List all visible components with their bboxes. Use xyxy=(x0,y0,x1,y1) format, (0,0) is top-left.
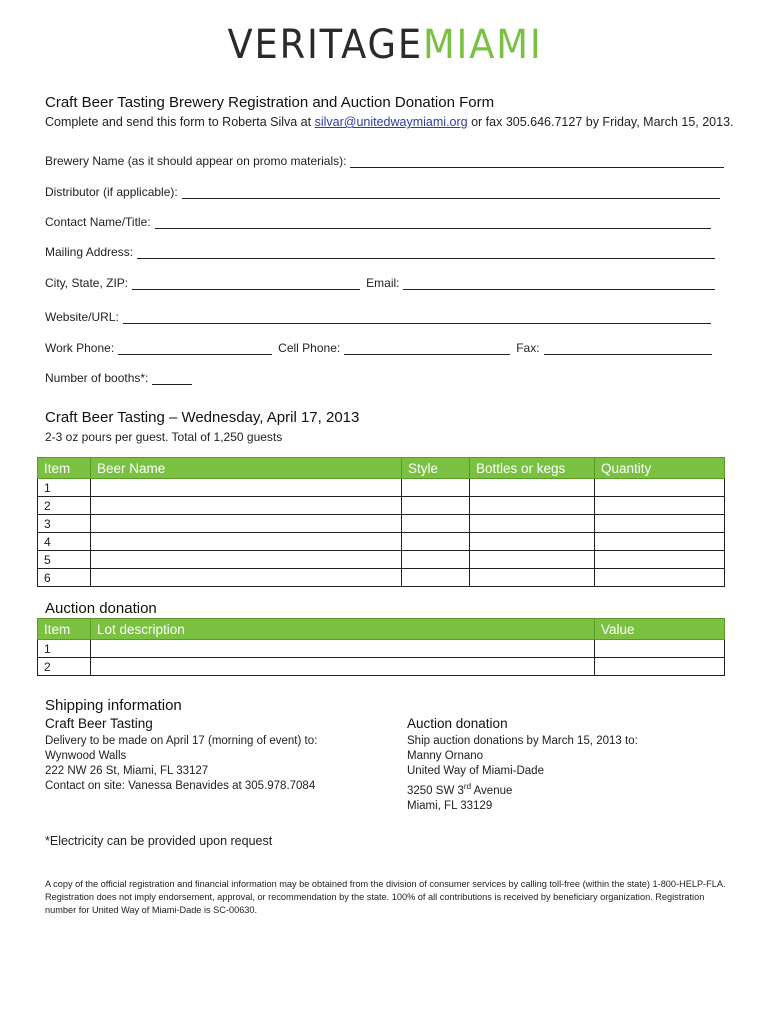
beer-table-header xyxy=(38,458,725,479)
shipping-tasting-block xyxy=(45,716,317,794)
distributor-field[interactable] xyxy=(182,186,720,199)
shipping-auction-line: Ship auction donations by March 15, 2013 to: xyxy=(407,735,638,747)
field-row-distributor xyxy=(45,185,726,199)
row-number: 1 xyxy=(38,479,91,497)
distributor-label: Distributor (if applicable): xyxy=(45,185,178,199)
website-label: Website/URL: xyxy=(45,310,119,324)
table-row xyxy=(38,515,725,533)
shipping-tasting-line: Contact on site: Vanessa Benavides at 305.978.7084 xyxy=(45,780,316,792)
beer-table xyxy=(37,457,725,587)
bottles-cell[interactable] xyxy=(470,533,595,551)
row-number: 6 xyxy=(38,569,91,587)
table-row xyxy=(38,551,725,569)
table-row xyxy=(38,479,725,497)
bottles-cell[interactable] xyxy=(470,569,595,587)
shipping-tasting-line: Delivery to be made on April 17 (morning of event) to: xyxy=(45,735,318,747)
style-cell[interactable] xyxy=(402,533,470,551)
mailing-address-field[interactable] xyxy=(137,246,715,259)
shipping-auction-block xyxy=(407,716,638,814)
shipping-heading: Shipping information xyxy=(45,697,182,714)
intro-text xyxy=(45,115,734,129)
style-cell[interactable] xyxy=(402,479,470,497)
field-row-brewery xyxy=(45,154,730,168)
form-title: Craft Beer Tasting Brewery Registration and Auction Donation Form xyxy=(45,94,495,111)
fine-print: A copy of the official registration and financial information may be obtained from the division of consumer services by calling toll-free (within the state) 1-800-HELP-FLA. Registration does not imply endorsement, approval, or recommendation by the state. 100% of all contributions is received by beneficiary organization. Registration number for United Way of Miami-Dade is SC-00630. xyxy=(45,879,726,915)
beer-name-cell[interactable] xyxy=(91,569,402,587)
row-number: 3 xyxy=(38,515,91,533)
style-cell[interactable] xyxy=(402,515,470,533)
style-cell[interactable] xyxy=(402,551,470,569)
style-cell[interactable] xyxy=(402,569,470,587)
fax-field[interactable] xyxy=(544,342,712,355)
veritage-miami-logo xyxy=(31,22,739,68)
auction-heading: Auction donation xyxy=(45,600,157,617)
value-cell[interactable] xyxy=(595,658,725,676)
address-part: Avenue xyxy=(471,784,513,797)
booths-field[interactable] xyxy=(152,372,192,385)
shipping-auction-line: Miami, FL 33129 xyxy=(407,799,493,812)
row-number: 2 xyxy=(38,658,91,676)
col-beer-name: Beer Name xyxy=(91,458,402,479)
shipping-tasting-line: 222 NW 26 St, Miami, FL 33127 xyxy=(45,765,209,777)
style-cell[interactable] xyxy=(402,497,470,515)
field-row-phones xyxy=(45,341,718,355)
logo-part-miami: MIAMI xyxy=(422,22,543,68)
cell-phone-field[interactable] xyxy=(344,342,510,355)
field-row-mailing xyxy=(45,245,721,259)
shipping-tasting-title: Craft Beer Tasting xyxy=(45,716,153,731)
bottles-cell[interactable] xyxy=(470,479,595,497)
electricity-note: *Electricity can be provided upon request xyxy=(45,834,273,848)
shipping-auction-address xyxy=(407,779,638,799)
col-item: Item xyxy=(38,458,91,479)
bottles-cell[interactable] xyxy=(470,515,595,533)
table-row xyxy=(38,569,725,587)
cell-phone-label: Cell Phone: xyxy=(278,341,341,355)
logo-part-veritage: VERITAGE xyxy=(227,22,423,68)
tasting-subheading: 2-3 oz pours per guest. Total of 1,250 guests xyxy=(45,430,283,444)
bottles-cell[interactable] xyxy=(470,551,595,569)
col-value: Value xyxy=(595,619,725,640)
intro-before: Complete and send this form to Roberta Silva at xyxy=(45,115,315,129)
col-item: Item xyxy=(38,619,91,640)
col-lot-description: Lot description xyxy=(91,619,595,640)
field-row-website xyxy=(45,310,717,324)
email-label: Email: xyxy=(366,276,400,290)
auction-table-header xyxy=(38,619,725,640)
beer-name-cell[interactable] xyxy=(91,533,402,551)
value-cell[interactable] xyxy=(595,640,725,658)
quantity-cell[interactable] xyxy=(595,569,725,587)
email-field[interactable] xyxy=(403,277,715,290)
quantity-cell[interactable] xyxy=(595,551,725,569)
website-field[interactable] xyxy=(123,311,711,324)
shipping-auction-line: United Way of Miami-Dade xyxy=(407,765,544,777)
beer-name-cell[interactable] xyxy=(91,479,402,497)
table-row xyxy=(38,640,725,658)
contact-field[interactable] xyxy=(155,216,711,229)
shipping-tasting-line: Wynwood Walls xyxy=(45,750,127,762)
contact-label: Contact Name/Title: xyxy=(45,215,151,229)
city-state-zip-field[interactable] xyxy=(132,277,360,290)
intro-after: or fax 305.646.7127 by Friday, March 15, 2013. xyxy=(467,115,734,129)
quantity-cell[interactable] xyxy=(595,479,725,497)
field-row-city-email xyxy=(45,276,721,290)
beer-name-cell[interactable] xyxy=(91,497,402,515)
col-bottles-or-kegs: Bottles or kegs xyxy=(470,458,595,479)
beer-name-cell[interactable] xyxy=(91,515,402,533)
quantity-cell[interactable] xyxy=(595,515,725,533)
row-number: 2 xyxy=(38,497,91,515)
booths-label: Number of booths*: xyxy=(45,371,149,385)
brewery-name-label: Brewery Name (as it should appear on promo materials): xyxy=(45,154,347,168)
quantity-cell[interactable] xyxy=(595,497,725,515)
row-number: 1 xyxy=(38,640,91,658)
table-row xyxy=(38,658,725,676)
field-row-contact xyxy=(45,215,717,229)
mailing-address-label: Mailing Address: xyxy=(45,245,134,259)
lot-description-cell[interactable] xyxy=(91,658,595,676)
work-phone-field[interactable] xyxy=(118,342,272,355)
bottles-cell[interactable] xyxy=(470,497,595,515)
address-superscript: rd xyxy=(463,782,472,791)
col-quantity: Quantity xyxy=(595,458,725,479)
lot-description-cell[interactable] xyxy=(91,640,595,658)
shipping-auction-title: Auction donation xyxy=(407,716,508,731)
row-number: 5 xyxy=(38,551,91,569)
email-link[interactable]: silvar@unitedwaymiami.org xyxy=(314,115,468,129)
col-style: Style xyxy=(402,458,470,479)
shipping-auction-line: Manny Ornano xyxy=(407,750,484,762)
beer-name-cell[interactable] xyxy=(91,551,402,569)
address-part: 3250 SW 3 xyxy=(407,784,464,797)
table-row xyxy=(38,497,725,515)
table-row xyxy=(38,533,725,551)
quantity-cell[interactable] xyxy=(595,533,725,551)
auction-table xyxy=(37,618,725,676)
work-phone-label: Work Phone: xyxy=(45,341,115,355)
fax-label: Fax: xyxy=(516,341,540,355)
tasting-heading: Craft Beer Tasting – Wednesday, April 17, 2013 xyxy=(45,409,360,426)
brewery-name-field[interactable] xyxy=(350,155,724,168)
row-number: 4 xyxy=(38,533,91,551)
city-state-zip-label: City, State, ZIP: xyxy=(45,276,129,290)
field-row-booths xyxy=(45,371,198,385)
